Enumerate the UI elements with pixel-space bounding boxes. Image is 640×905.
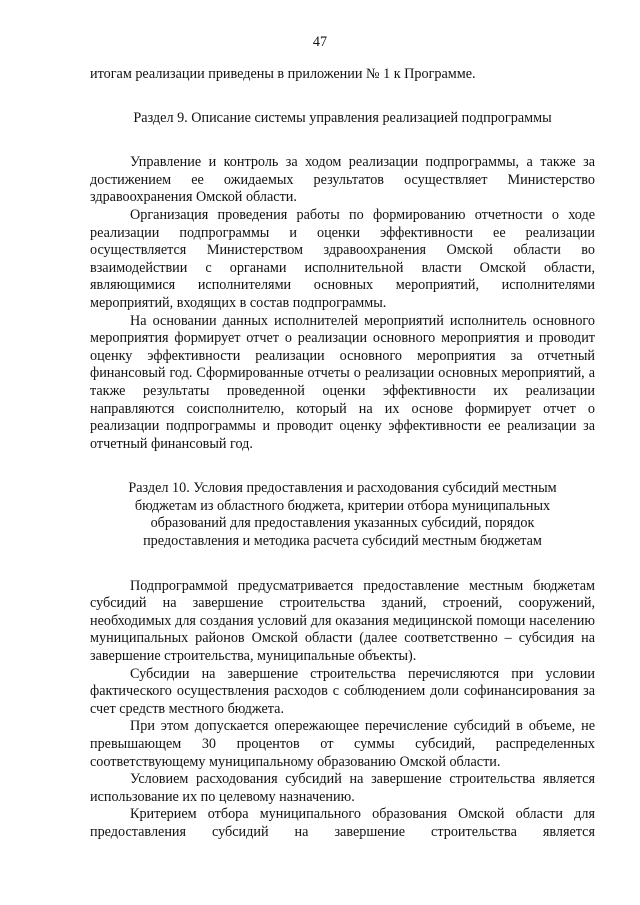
section-10-title	[90, 480, 595, 550]
section-9-paragraph: Организация проведения работы по формированию отчетности о ходе реализации подпрограммы и оценки эффективности ее реализации осуществляется Министерством здравоохранения Омской области во взаимодействии с органами исполнительной власти Омской области, являющимися исполнителями основных мероприятий, исполнителями мероприятий, входящих в состав подпрограммы.	[90, 206, 595, 311]
intro-line: итогам реализации приведены в приложении № 1 к Программе.	[90, 66, 476, 82]
section-10-title-line: Раздел 10. Условия предоставления и расходования субсидий местным	[128, 480, 557, 497]
section-10-paragraph: Условием расходования субсидий на завершение строительства является использование их по целевому назначению.	[90, 771, 595, 805]
section-10-title-line: бюджетам из областного бюджета, критерии отбора муниципальных	[134, 497, 551, 514]
page-content	[90, 66, 595, 842]
section-9-paragraph: На основании данных исполнителей мероприятий исполнитель основного мероприятия формирует отчет о реализации основного мероприятия и проводит оценку эффективности реализации основного мероприятия за отчетный финансовый год. Сформированные отчеты о реализации основных мероприятий, а также результаты проведенной оценки эффективности их реализации направляются соисполнителю, который на их основе формирует отчет о реализации подпрограммы и проводит оценку эффективности ее реализации за отчетный финансовый год.	[90, 312, 595, 452]
section-10-title-line: предоставления и методика расчета субсидий местным бюджетам	[143, 533, 542, 550]
section-9-title: Раздел 9. Описание системы управления реализацией подпрограммы	[133, 109, 552, 126]
section-9-paragraph: Управление и контроль за ходом реализации подпрограммы, а также за достижением ее ожидаемых результатов осуществляет Министерство здравоохранения Омской области.	[90, 154, 595, 206]
section-10-paragraph: Критерием отбора муниципального образования Омской области для предоставления субсидий на завершение строительства является	[90, 806, 595, 840]
section-10-paragraph: При этом допускается опережающее перечисление субсидий в объеме, не превышающем 30 процентов от суммы субсидий, распределенных соответствующему муниципальному образованию Омской области.	[90, 718, 595, 770]
section-10-paragraph: Субсидии на завершение строительства перечисляются при условии фактического осуществления расходов с соблюдением доли софинансирования за счет средств местного бюджета.	[90, 665, 595, 717]
page-number: 47	[312, 34, 328, 50]
section-10-title-line: образований для предоставления указанных субсидий, порядок	[150, 515, 535, 532]
section-10-paragraph: Подпрограммой предусматривается предоставление местным бюджетам субсидий на завершение строительства зданий, строений, сооружений, необходимых для создания условий для оказания медицинской помощи населению муниципальных районов Омской области (далее соответственно – субсидия на завершение строительства, муниципальные объекты).	[90, 577, 595, 665]
